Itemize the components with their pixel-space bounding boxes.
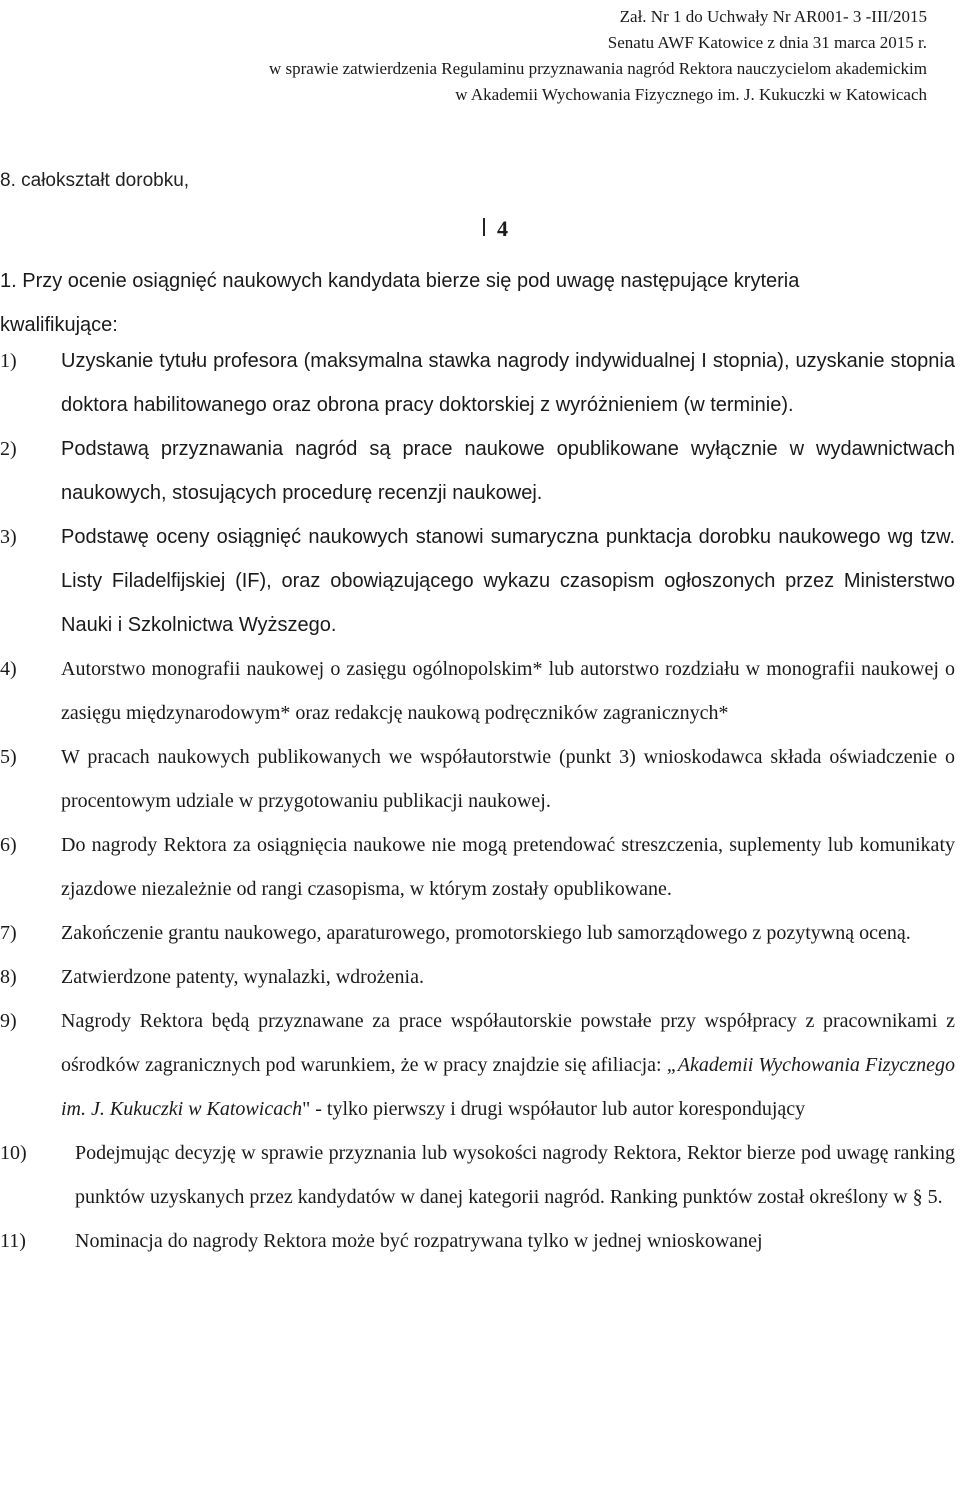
list-item <box>0 1219 955 1263</box>
header-line: w sprawie zatwierdzenia Regulaminu przyznawania nagród Rektora nauczycielom akademickim <box>268 59 927 78</box>
list-item <box>0 339 955 427</box>
item-number: 1) <box>0 350 17 372</box>
item-text: Podejmując decyzję w sprawie przyznania lub wysokości nagrody Rektora, Rektor bierze pod uwagę ranking punktów uzyskanych przez kandydatów w danej kategorii nagród. Ranking punktów został określony w § 5. <box>75 1142 955 1208</box>
item-text-part: Nagrody Rektora będą przyznawane za prace współautorskie powstałe przy współpracy z pracownikami z ośrodków zagranicznych pod warunkiem, że w pracy znajdzie się afiliacja: <box>61 1010 955 1076</box>
item-text: Autorstwo monografii naukowej o zasięgu ogólnopolskim* lub autorstwo rozdziału w monografii naukowej o zasięgu międzynarodowym* oraz redakcję naukową podręczników zagranicznych* <box>61 658 955 724</box>
list-item <box>0 647 955 735</box>
affiliation-name: „Akademii Wychowania Fizycznego im. J. Kukuczki w Katowicach <box>61 1054 955 1120</box>
item-number: 6) <box>0 834 17 856</box>
list-item <box>0 735 955 823</box>
item-number: 5) <box>0 746 17 768</box>
list-item <box>0 955 955 999</box>
item-number: 10) <box>0 1142 27 1164</box>
section-sign-icon <box>483 218 495 236</box>
item-number: 8) <box>0 966 17 988</box>
item-number: 11) <box>0 1230 26 1252</box>
list-item <box>0 1131 955 1219</box>
header-line: w Akademii Wychowania Fizycznego im. J. Kukuczki w Katowicach <box>455 85 927 104</box>
header-line: Zał. Nr 1 do Uchwały Nr AR001- 3 -III/2015 <box>619 7 927 26</box>
intro-line: 1. Przy ocenie osiągnięć naukowych kandydata bierze się pod uwagę następujące kryteria <box>0 270 800 292</box>
list-item <box>0 515 955 647</box>
item-text: Zatwierdzone patenty, wynalazki, wdrożenia. <box>61 966 424 988</box>
item-number: 9) <box>0 1010 17 1032</box>
list-item <box>0 427 955 515</box>
item-text: Zakończenie grantu naukowego, aparaturowego, promotorskiego lub samorządowego z pozytywną oceną. <box>61 922 911 944</box>
list-item <box>0 823 955 911</box>
intro-paragraph <box>0 259 955 347</box>
item-text: Podstawą przyznawania nagród są prace naukowe opublikowane wyłącznie w wydawnictwach naukowych, stosujących procedurę recenzji naukowej. <box>61 438 955 504</box>
list-item <box>0 999 955 1131</box>
item-number: 3) <box>0 526 17 548</box>
item-number: 2) <box>0 438 17 460</box>
list-item <box>0 911 955 955</box>
item-text: Do nagrody Rektora za osiągnięcia naukowe nie mogą pretendować streszczenia, suplementy lub komunikaty zjazdowe niezależnie od rangi czasopisma, w którym zostały opublikowane. <box>61 834 955 900</box>
item-number: 7) <box>0 922 17 944</box>
document-header <box>269 4 927 108</box>
item-number: 4) <box>0 658 17 680</box>
item-text: W pracach naukowych publikowanych we współautorstwie (punkt 3) wnioskodawca składa oświadczenie o procentowym udziale w przygotowaniu publikacji naukowej. <box>61 746 955 812</box>
item-text: Nominacja do nagrody Rektora może być rozpatrywana tylko w jednej wnioskowanej <box>75 1230 763 1252</box>
section-number: 4 <box>497 216 508 241</box>
previous-list-item: 8. całokształt dorobku, <box>0 170 190 191</box>
criteria-list <box>0 339 955 1263</box>
item-text: Podstawę oceny osiągnięć naukowych stanowi sumaryczna punktacja dorobku naukowego wg tzw. Listy Filadelfijskiej (IF), oraz obowiązującego wykazu czasopism ogłoszonych przez Ministerstwo Nauki i Szkolnictwa Wyższego. <box>61 526 955 636</box>
section-heading <box>483 216 508 242</box>
item-text: Uzyskanie tytułu profesora (maksymalna stawka nagrody indywidualnej I stopnia), uzyskanie stopnia doktora habilitowanego oraz obrona pracy doktorskiej z wyróżnieniem (w terminie). <box>61 350 955 416</box>
intro-line: kwalifikujące: <box>0 314 118 336</box>
item-text <box>61 999 955 1131</box>
header-line: Senatu AWF Katowice z dnia 31 marca 2015 r. <box>607 33 927 52</box>
item-text-part: " - tylko pierwszy i drugi współautor lub autor korespondujący <box>302 1098 806 1120</box>
